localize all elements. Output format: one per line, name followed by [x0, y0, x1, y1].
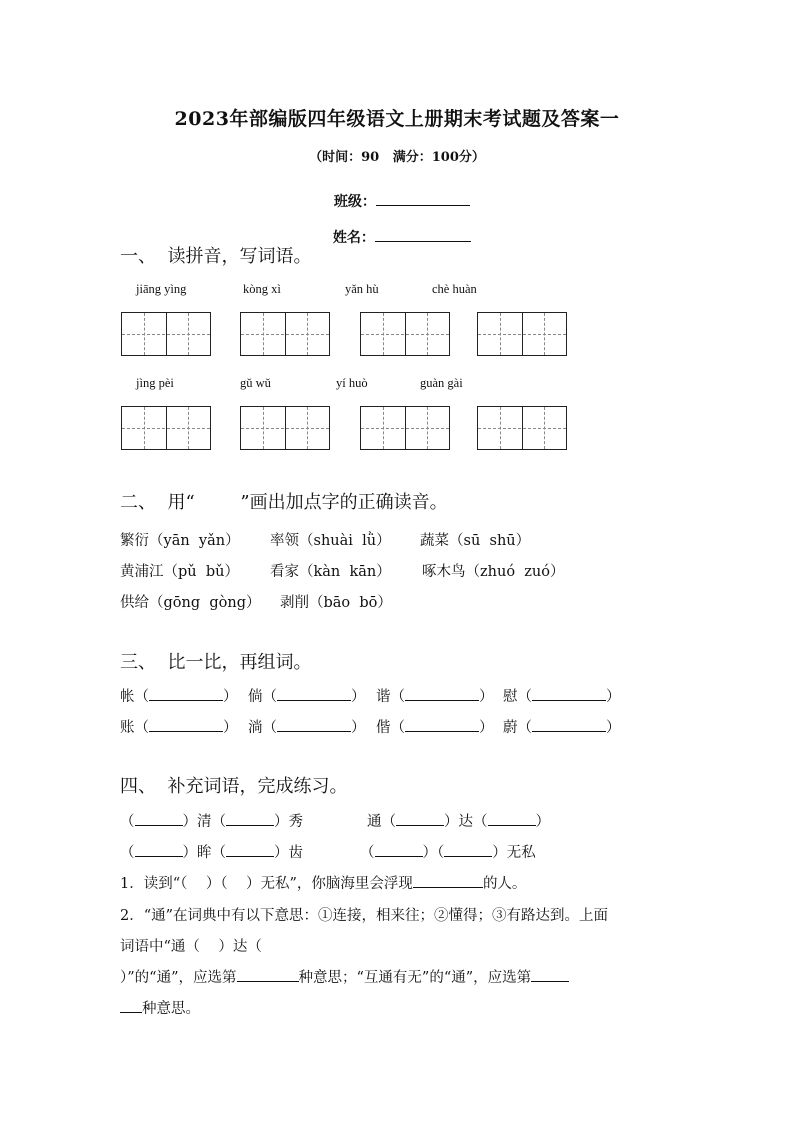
idiom-char: 眸 [197, 845, 212, 861]
answer-blank[interactable] [405, 700, 479, 701]
section-3-heading: 三、 比一比，再组词。 [120, 652, 312, 673]
answer-blank[interactable] [444, 856, 492, 857]
reading-item: 蔬菜（sū shū） [420, 533, 531, 549]
answer-blank[interactable] [226, 856, 274, 857]
answer-blank[interactable] [135, 825, 183, 826]
idiom-char: 通 [367, 814, 382, 830]
name-label: 姓名： [332, 230, 375, 246]
reading-item: 剥削（bāo bō） [280, 595, 392, 611]
answer-blank[interactable] [532, 731, 606, 732]
writing-box[interactable] [121, 312, 211, 356]
pinyin-1: jiāng yìng [136, 282, 187, 296]
reading-item: 看家（kàn kān） [270, 564, 391, 580]
writing-box[interactable] [121, 406, 211, 450]
question-2-text: 种意思；“互通有无”的“通”，应选第 [298, 970, 532, 986]
compare-char: 帐 [120, 689, 135, 705]
pinyin-2: kòng xì [243, 282, 281, 296]
writing-box[interactable] [477, 312, 567, 356]
section-4-heading: 四、 补充词语，完成练习。 [120, 776, 348, 797]
writing-box[interactable] [240, 406, 330, 450]
answer-blank[interactable] [237, 981, 299, 982]
page-title: 2023年部编版四年级语文上册期末考试题及答案一 [174, 108, 620, 130]
pinyin-3: yǎn hù [345, 282, 379, 296]
idiom-char: 清 [197, 814, 212, 830]
pinyin-6: gǔ wǔ [240, 376, 271, 390]
answer-blank[interactable] [135, 856, 183, 857]
reading-item: 啄木鸟（zhuó zuó） [422, 564, 565, 580]
question-2-text: 2．“通”在词典中有以下意思：①连接，相来往；②懂得；③有路达到。上面 [120, 908, 609, 924]
answer-blank[interactable] [396, 825, 444, 826]
question-2-tail: 种意思。 [142, 1001, 200, 1017]
compare-char: 慰 [503, 689, 518, 705]
writing-box[interactable] [477, 406, 567, 450]
pinyin-7: yí huò [336, 376, 368, 390]
answer-blank[interactable] [149, 700, 223, 701]
answer-blank[interactable] [375, 856, 423, 857]
idiom-char: 齿 [288, 845, 303, 861]
compare-char: 淌 [248, 720, 263, 736]
answer-blank[interactable] [531, 981, 569, 982]
writing-box[interactable] [240, 312, 330, 356]
answer-blank[interactable] [532, 700, 606, 701]
answer-blank[interactable] [149, 731, 223, 732]
idiom-char: 秀 [288, 814, 303, 830]
section-2-heading: 二、 用“ ”画出加点字的正确读音。 [120, 492, 448, 513]
compare-char: 偕 [376, 720, 391, 736]
idiom-char: 达 [458, 814, 473, 830]
section-1-heading: 一、 读拼音，写词语。 [120, 246, 312, 267]
answer-blank[interactable] [413, 887, 483, 888]
compare-char: 账 [120, 720, 135, 736]
answer-blank[interactable] [277, 700, 351, 701]
name-blank[interactable] [375, 227, 471, 242]
student-info-line [0, 175, 794, 247]
pinyin-5: jìng pèi [136, 376, 174, 390]
pinyin-4: chè huàn [432, 282, 477, 296]
writing-box[interactable] [360, 312, 450, 356]
idiom-char: 无私 [506, 845, 536, 861]
reading-item: 供给（gōng gòng） [120, 595, 261, 611]
class-label: 班级： [333, 194, 376, 210]
compare-char: 倘 [248, 689, 263, 705]
answer-blank[interactable] [120, 1012, 142, 1013]
answer-blank[interactable] [405, 731, 479, 732]
question-1-text: 1．读到“（ ）（ ）无私”，你脑海里会浮现 [120, 876, 413, 892]
answer-blank[interactable] [226, 825, 274, 826]
compare-char: 蔚 [503, 720, 518, 736]
question-1-tail: 的人。 [482, 876, 527, 892]
answer-blank[interactable] [277, 731, 351, 732]
reading-item: 繁衍（yān yǎn） [120, 533, 240, 549]
class-blank[interactable] [376, 191, 470, 206]
question-2-text: 词语中“通（ ）达（ [120, 939, 262, 955]
writing-box[interactable] [360, 406, 450, 450]
question-2-text: ）”的“通”，应选第 [120, 970, 237, 986]
reading-item: 黄浦江（pǔ bǔ） [120, 564, 239, 580]
reading-item: 率领（shuài lǜ） [270, 533, 391, 549]
exam-info: （时间：90 满分：100分） [309, 150, 485, 165]
pinyin-8: guàn gài [420, 376, 463, 390]
compare-char: 谐 [376, 689, 391, 705]
answer-blank[interactable] [488, 825, 536, 826]
